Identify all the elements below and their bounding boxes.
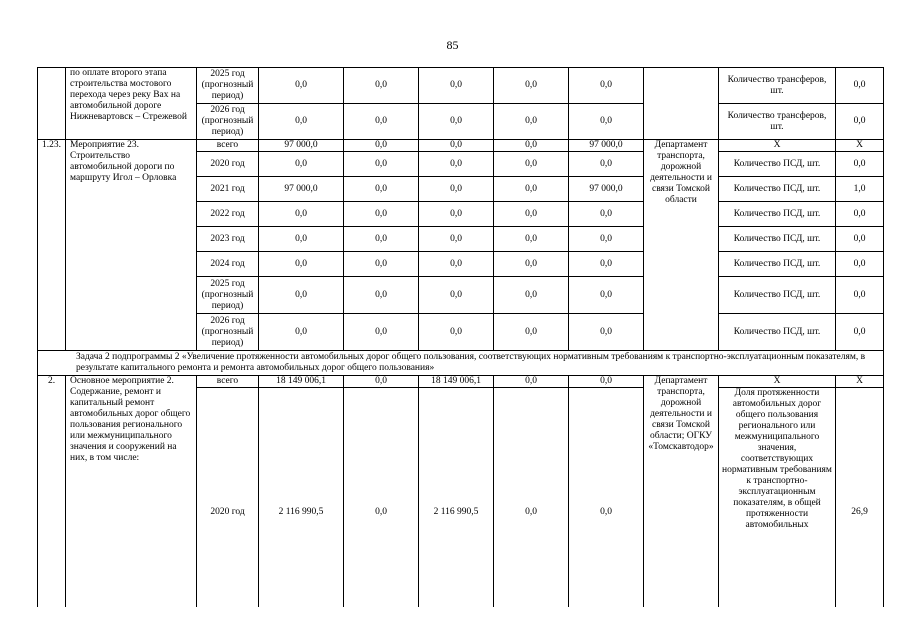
value-cell: 0,0 bbox=[344, 177, 419, 202]
indicator-name: Количество ПСД, шт. bbox=[719, 202, 836, 227]
value-cell: 0,0 bbox=[259, 277, 344, 314]
table-body bbox=[38, 68, 884, 638]
value-cell: 0,0 bbox=[259, 202, 344, 227]
value-cell: 97 000,0 bbox=[569, 140, 644, 152]
year-cell: 2025 год (прогнозный период) bbox=[197, 277, 259, 314]
indicator-value: 0,0 bbox=[836, 68, 884, 104]
value-cell: 0,0 bbox=[569, 227, 644, 252]
value-cell: 0,0 bbox=[569, 277, 644, 314]
value-cell: 0,0 bbox=[494, 202, 569, 227]
item-number-cell: 1.23. bbox=[38, 140, 66, 351]
value-cell: 0,0 bbox=[344, 152, 419, 177]
value-cell: 0,0 bbox=[344, 314, 419, 351]
year-cell: 2025 год (прогнозный период) bbox=[197, 68, 259, 104]
indicator-value: 0,0 bbox=[836, 152, 884, 177]
indicator-name: Доля протяженности автомобильных дорог общего пользования регионального или межмуниципального значения, соответствующих нормативным требованиям к транспортно-эксплуатационным показателям, в общей протяженности автомобильных bbox=[719, 388, 836, 638]
value-cell: 0,0 bbox=[419, 177, 494, 202]
value-cell: 0,0 bbox=[344, 202, 419, 227]
year-cell: всего bbox=[197, 140, 259, 152]
indicator-value: 0,0 bbox=[836, 277, 884, 314]
value-cell: 0,0 bbox=[494, 277, 569, 314]
value-cell: 97 000,0 bbox=[259, 140, 344, 152]
indicator-name: Х bbox=[719, 376, 836, 388]
page-number: 85 bbox=[446, 38, 459, 52]
year-cell: 2022 год bbox=[197, 202, 259, 227]
value-cell: 0,0 bbox=[494, 227, 569, 252]
value-cell: 0,0 bbox=[344, 388, 419, 638]
value-cell: 0,0 bbox=[494, 376, 569, 388]
table-row bbox=[38, 376, 884, 388]
indicator-value: Х bbox=[836, 376, 884, 388]
year-cell: 2024 год bbox=[197, 252, 259, 277]
indicator-value: 0,0 bbox=[836, 104, 884, 140]
indicator-value: 0,0 bbox=[836, 227, 884, 252]
table-row bbox=[38, 351, 884, 376]
value-cell: 0,0 bbox=[494, 314, 569, 351]
value-cell: 0,0 bbox=[419, 68, 494, 104]
value-cell: 0,0 bbox=[569, 68, 644, 104]
measure-name: Основное мероприятие 2. Содержание, ремонт и капитальный ремонт автомобильных дорог общего пользования регионального или межмуниципального значения и сооружений на них, в том числе: bbox=[66, 376, 197, 638]
program-table bbox=[37, 67, 884, 638]
year-cell: 2026 год (прогнозный период) bbox=[197, 314, 259, 351]
value-cell: 0,0 bbox=[419, 140, 494, 152]
table-row bbox=[38, 68, 884, 104]
department-cell: Департамент транспорта, дорожной деятельности и связи Томской области; ОГКУ «Томскавтодор» bbox=[644, 376, 719, 638]
value-cell: 0,0 bbox=[494, 388, 569, 638]
value-cell: 0,0 bbox=[259, 314, 344, 351]
value-cell: 0,0 bbox=[344, 252, 419, 277]
value-cell: 0,0 bbox=[419, 104, 494, 140]
value-cell: 0,0 bbox=[494, 140, 569, 152]
value-cell: 0,0 bbox=[569, 314, 644, 351]
value-cell: 0,0 bbox=[419, 152, 494, 177]
value-cell: 0,0 bbox=[259, 152, 344, 177]
value-cell: 0,0 bbox=[344, 140, 419, 152]
value-cell: 0,0 bbox=[259, 104, 344, 140]
value-cell: 0,0 bbox=[569, 388, 644, 638]
value-cell: 18 149 006,1 bbox=[259, 376, 344, 388]
indicator-name: Количество ПСД, шт. bbox=[719, 152, 836, 177]
value-cell: 0,0 bbox=[494, 177, 569, 202]
indicator-name: Количество ПСД, шт. bbox=[719, 252, 836, 277]
department-cell: Департамент транспорта, дорожной деятельности и связи Томской области bbox=[644, 140, 719, 351]
year-cell: 2023 год bbox=[197, 227, 259, 252]
task-heading: Задача 2 подпрограммы 2 «Увеличение протяженности автомобильных дорог общего пользования, соответствующих нормативным требованиям к транспортно-эксплуатационным показателям, в результате капитального ремонта и ремонта автомобильных дорог общего пользования» bbox=[38, 351, 884, 376]
value-cell: 0,0 bbox=[259, 252, 344, 277]
value-cell: 0,0 bbox=[344, 104, 419, 140]
measure-name: Мероприятие 23. Строительство автомобильной дороги по маршруту Игол – Орловка bbox=[66, 140, 197, 351]
value-cell: 0,0 bbox=[569, 252, 644, 277]
value-cell: 0,0 bbox=[569, 152, 644, 177]
value-cell: 0,0 bbox=[419, 277, 494, 314]
value-cell: 0,0 bbox=[259, 227, 344, 252]
department-cell bbox=[644, 68, 719, 140]
value-cell: 0,0 bbox=[419, 252, 494, 277]
value-cell: 0,0 bbox=[494, 152, 569, 177]
value-cell: 0,0 bbox=[419, 227, 494, 252]
indicator-value: 0,0 bbox=[836, 314, 884, 351]
indicator-name: Количество ПСД, шт. bbox=[719, 277, 836, 314]
value-cell: 0,0 bbox=[494, 252, 569, 277]
value-cell: 0,0 bbox=[494, 68, 569, 104]
indicator-value: Х bbox=[836, 140, 884, 152]
indicator-name: Количество трансферов, шт. bbox=[719, 68, 836, 104]
indicator-value: 26,9 bbox=[836, 388, 884, 638]
value-cell: 0,0 bbox=[344, 277, 419, 314]
item-number-cell: 2. bbox=[38, 376, 66, 638]
value-cell: 0,0 bbox=[419, 314, 494, 351]
indicator-name: Количество трансферов, шт. bbox=[719, 104, 836, 140]
indicator-value: 1,0 bbox=[836, 177, 884, 202]
value-cell: 0,0 bbox=[344, 227, 419, 252]
value-cell: 0,0 bbox=[259, 68, 344, 104]
value-cell: 0,0 bbox=[569, 376, 644, 388]
value-cell: 0,0 bbox=[419, 202, 494, 227]
year-cell: 2020 год bbox=[197, 388, 259, 638]
indicator-name: Х bbox=[719, 140, 836, 152]
value-cell: 97 000,0 bbox=[259, 177, 344, 202]
year-cell: 2021 год bbox=[197, 177, 259, 202]
indicator-name: Количество ПСД, шт. bbox=[719, 177, 836, 202]
value-cell: 18 149 006,1 bbox=[419, 376, 494, 388]
measure-name: по оплате второго этапа строительства мостового перехода через реку Вах на автомобильной дороге Нижневартовск – Стрежевой bbox=[66, 68, 197, 140]
indicator-name: Количество ПСД, шт. bbox=[719, 227, 836, 252]
value-cell: 0,0 bbox=[569, 104, 644, 140]
item-number-cell bbox=[38, 68, 66, 140]
page-bottom-mask bbox=[0, 607, 905, 640]
value-cell: 0,0 bbox=[344, 68, 419, 104]
value-cell: 0,0 bbox=[344, 376, 419, 388]
indicator-value: 0,0 bbox=[836, 202, 884, 227]
value-cell: 97 000,0 bbox=[569, 177, 644, 202]
table-row bbox=[38, 140, 884, 152]
value-cell: 0,0 bbox=[569, 202, 644, 227]
year-cell: 2020 год bbox=[197, 152, 259, 177]
value-cell: 0,0 bbox=[494, 104, 569, 140]
year-cell: 2026 год (прогнозный период) bbox=[197, 104, 259, 140]
indicator-value: 0,0 bbox=[836, 252, 884, 277]
indicator-name: Количество ПСД, шт. bbox=[719, 314, 836, 351]
year-cell: всего bbox=[197, 376, 259, 388]
value-cell: 2 116 990,5 bbox=[259, 388, 344, 638]
value-cell: 2 116 990,5 bbox=[419, 388, 494, 638]
